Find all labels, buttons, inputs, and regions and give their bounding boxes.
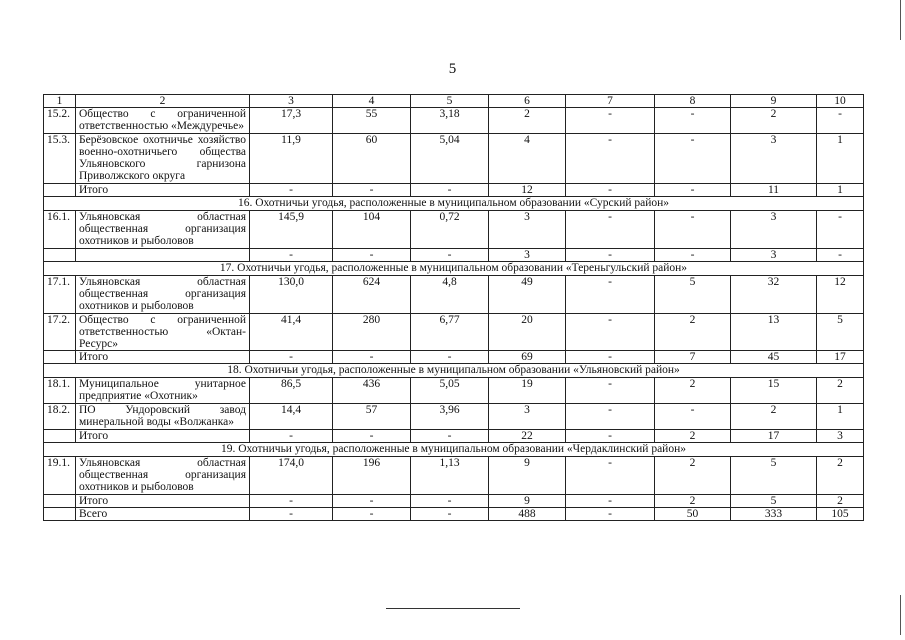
value-cell: 50 xyxy=(655,508,731,521)
header-cell: 7 xyxy=(566,95,655,108)
section-title: 17. Охотничьи угодья, расположенные в муниципальном образовании «Тереньгульский район» xyxy=(44,262,864,276)
value-cell: 7 xyxy=(655,351,731,364)
table-row xyxy=(44,378,864,404)
margin-mark xyxy=(900,595,901,635)
value-cell: 1 xyxy=(817,134,864,184)
header-cell: 9 xyxy=(731,95,817,108)
value-cell: 0,72 xyxy=(411,211,489,249)
value-cell: 3 xyxy=(489,249,566,262)
total-row xyxy=(44,351,864,364)
value-cell: 5,05 xyxy=(411,378,489,404)
value-cell: 11 xyxy=(731,184,817,197)
row-number: 19.1. xyxy=(44,457,76,495)
value-cell: - xyxy=(566,314,655,351)
value-cell: 280 xyxy=(333,314,411,351)
value-cell: 86,5 xyxy=(250,378,333,404)
value-cell: 5 xyxy=(731,457,817,495)
value-cell: - xyxy=(411,184,489,197)
value-cell: 13 xyxy=(731,314,817,351)
value-cell: 2 xyxy=(655,430,731,443)
value-cell: - xyxy=(333,249,411,262)
value-cell: 22 xyxy=(489,430,566,443)
organization-name: Ульяновская областная общественная организация охотников и рыболовов xyxy=(76,457,250,495)
value-cell: - xyxy=(566,184,655,197)
value-cell: 60 xyxy=(333,134,411,184)
value-cell: 5 xyxy=(655,276,731,314)
value-cell: 2 xyxy=(489,108,566,134)
value-cell: 1 xyxy=(817,184,864,197)
value-cell: 2 xyxy=(655,457,731,495)
value-cell: 41,4 xyxy=(250,314,333,351)
value-cell: - xyxy=(333,351,411,364)
value-cell: 1,13 xyxy=(411,457,489,495)
value-cell: - xyxy=(655,249,731,262)
value-cell: 3 xyxy=(817,430,864,443)
row-number: 15.3. xyxy=(44,134,76,184)
row-number: 17.2. xyxy=(44,314,76,351)
section-title: 16. Охотничьи угодья, расположенные в муниципальном образовании «Сурский район» xyxy=(44,197,864,211)
value-cell: 2 xyxy=(731,108,817,134)
value-cell: - xyxy=(250,508,333,521)
value-cell: 174,0 xyxy=(250,457,333,495)
value-cell: 196 xyxy=(333,457,411,495)
organization-name: Ульяновская областная общественная организация охотников и рыболовов xyxy=(76,211,250,249)
value-cell: - xyxy=(566,404,655,430)
row-number: 16.1. xyxy=(44,211,76,249)
organization-name: Общество с ограниченной ответственностью «Междуречье» xyxy=(76,108,250,134)
organization-name: Муниципальное унитарное предприятие «Охотник» xyxy=(76,378,250,404)
table-row xyxy=(44,314,864,351)
value-cell: - xyxy=(411,508,489,521)
value-cell: 2 xyxy=(655,495,731,508)
value-cell: - xyxy=(566,495,655,508)
header-cell: 8 xyxy=(655,95,731,108)
value-cell: 333 xyxy=(731,508,817,521)
section-title: 18. Охотничьи угодья, расположенные в муниципальном образовании «Ульяновский район» xyxy=(44,364,864,378)
value-cell: 32 xyxy=(731,276,817,314)
value-cell: - xyxy=(655,184,731,197)
value-cell: 3 xyxy=(489,404,566,430)
table-row xyxy=(44,211,864,249)
value-cell: 4,8 xyxy=(411,276,489,314)
value-cell: - xyxy=(566,457,655,495)
value-cell: 105 xyxy=(817,508,864,521)
header-cell: 4 xyxy=(333,95,411,108)
value-cell: - xyxy=(566,378,655,404)
value-cell: 3,18 xyxy=(411,108,489,134)
value-cell: 3 xyxy=(731,211,817,249)
value-cell: - xyxy=(411,495,489,508)
value-cell: - xyxy=(566,108,655,134)
value-cell: - xyxy=(411,430,489,443)
value-cell: 57 xyxy=(333,404,411,430)
margin-mark xyxy=(900,0,901,40)
value-cell: - xyxy=(333,184,411,197)
row-number: 18.2. xyxy=(44,404,76,430)
table-row xyxy=(44,457,864,495)
hunting-grounds-table xyxy=(43,94,864,521)
value-cell: 1 xyxy=(817,404,864,430)
value-cell: - xyxy=(655,134,731,184)
organization-name xyxy=(76,249,250,262)
value-cell: 2 xyxy=(655,378,731,404)
value-cell: 3,96 xyxy=(411,404,489,430)
section-header-row xyxy=(44,364,864,378)
value-cell: - xyxy=(250,351,333,364)
organization-name: Итого xyxy=(76,430,250,443)
value-cell: - xyxy=(655,211,731,249)
row-number: 15.2. xyxy=(44,108,76,134)
organization-name: Берёзовское охотничье хозяйство военно-охотничьего общества Ульяновского гарнизона Приволжского округа xyxy=(76,134,250,184)
row-number xyxy=(44,508,76,521)
value-cell: 436 xyxy=(333,378,411,404)
value-cell: 488 xyxy=(489,508,566,521)
table-row xyxy=(44,134,864,184)
value-cell: - xyxy=(566,211,655,249)
organization-name: Итого xyxy=(76,184,250,197)
table-row xyxy=(44,404,864,430)
table-body xyxy=(44,95,864,521)
section-title: 19. Охотничьи угодья, расположенные в муниципальном образовании «Чердаклинский район» xyxy=(44,443,864,457)
value-cell: 3 xyxy=(731,134,817,184)
value-cell: 69 xyxy=(489,351,566,364)
value-cell: - xyxy=(817,108,864,134)
value-cell: - xyxy=(333,430,411,443)
header-cell: 2 xyxy=(76,95,250,108)
value-cell: - xyxy=(250,249,333,262)
organization-name: Ульяновская областная общественная организация охотников и рыболовов xyxy=(76,276,250,314)
total-row xyxy=(44,184,864,197)
header-cell: 5 xyxy=(411,95,489,108)
table-row xyxy=(44,276,864,314)
value-cell: 17 xyxy=(817,351,864,364)
header-cell: 1 xyxy=(44,95,76,108)
value-cell: - xyxy=(566,134,655,184)
footer-rule xyxy=(386,608,520,609)
value-cell: 4 xyxy=(489,134,566,184)
value-cell: - xyxy=(566,351,655,364)
total-row xyxy=(44,430,864,443)
value-cell: 5,04 xyxy=(411,134,489,184)
row-number xyxy=(44,430,76,443)
value-cell: 11,9 xyxy=(250,134,333,184)
value-cell: - xyxy=(566,276,655,314)
value-cell: - xyxy=(566,249,655,262)
value-cell: 2 xyxy=(817,457,864,495)
value-cell: - xyxy=(333,495,411,508)
value-cell: - xyxy=(566,508,655,521)
header-cell: 6 xyxy=(489,95,566,108)
row-number xyxy=(44,184,76,197)
value-cell: 3 xyxy=(731,249,817,262)
value-cell: 5 xyxy=(817,314,864,351)
section-header-row xyxy=(44,262,864,276)
value-cell: - xyxy=(411,351,489,364)
value-cell: 45 xyxy=(731,351,817,364)
organization-name: ПО Ундоровский завод минеральной воды «Волжанка» xyxy=(76,404,250,430)
value-cell: - xyxy=(817,211,864,249)
value-cell: 130,0 xyxy=(250,276,333,314)
organization-name: Итого xyxy=(76,495,250,508)
value-cell: 55 xyxy=(333,108,411,134)
value-cell: - xyxy=(333,508,411,521)
value-cell: 104 xyxy=(333,211,411,249)
row-number: 17.1. xyxy=(44,276,76,314)
header-cell: 10 xyxy=(817,95,864,108)
value-cell: 3 xyxy=(489,211,566,249)
row-number xyxy=(44,495,76,508)
value-cell: 17,3 xyxy=(250,108,333,134)
total-row xyxy=(44,249,864,262)
value-cell: 6,77 xyxy=(411,314,489,351)
value-cell: 9 xyxy=(489,457,566,495)
value-cell: 2 xyxy=(731,404,817,430)
total-row xyxy=(44,495,864,508)
value-cell: 14,4 xyxy=(250,404,333,430)
organization-name: Итого xyxy=(76,351,250,364)
value-cell: 12 xyxy=(489,184,566,197)
value-cell: - xyxy=(655,108,731,134)
value-cell: - xyxy=(817,249,864,262)
organization-name: Всего xyxy=(76,508,250,521)
value-cell: 20 xyxy=(489,314,566,351)
table-row xyxy=(44,108,864,134)
value-cell: 12 xyxy=(817,276,864,314)
value-cell: 2 xyxy=(817,378,864,404)
section-header-row xyxy=(44,443,864,457)
value-cell: - xyxy=(566,430,655,443)
value-cell: 49 xyxy=(489,276,566,314)
table-header-row xyxy=(44,95,864,108)
value-cell: - xyxy=(250,430,333,443)
value-cell: 2 xyxy=(655,314,731,351)
value-cell: 19 xyxy=(489,378,566,404)
organization-name: Общество с ограниченной ответственностью «Октан-Ресурс» xyxy=(76,314,250,351)
header-cell: 3 xyxy=(250,95,333,108)
row-number xyxy=(44,351,76,364)
value-cell: 9 xyxy=(489,495,566,508)
total-row xyxy=(44,508,864,521)
value-cell: - xyxy=(411,249,489,262)
value-cell: 17 xyxy=(731,430,817,443)
value-cell: 624 xyxy=(333,276,411,314)
row-number: 18.1. xyxy=(44,378,76,404)
row-number xyxy=(44,249,76,262)
value-cell: - xyxy=(250,184,333,197)
value-cell: 15 xyxy=(731,378,817,404)
section-header-row xyxy=(44,197,864,211)
value-cell: 2 xyxy=(817,495,864,508)
value-cell: 5 xyxy=(731,495,817,508)
value-cell: - xyxy=(655,404,731,430)
value-cell: 145,9 xyxy=(250,211,333,249)
value-cell: - xyxy=(250,495,333,508)
page-number: 5 xyxy=(448,61,457,77)
